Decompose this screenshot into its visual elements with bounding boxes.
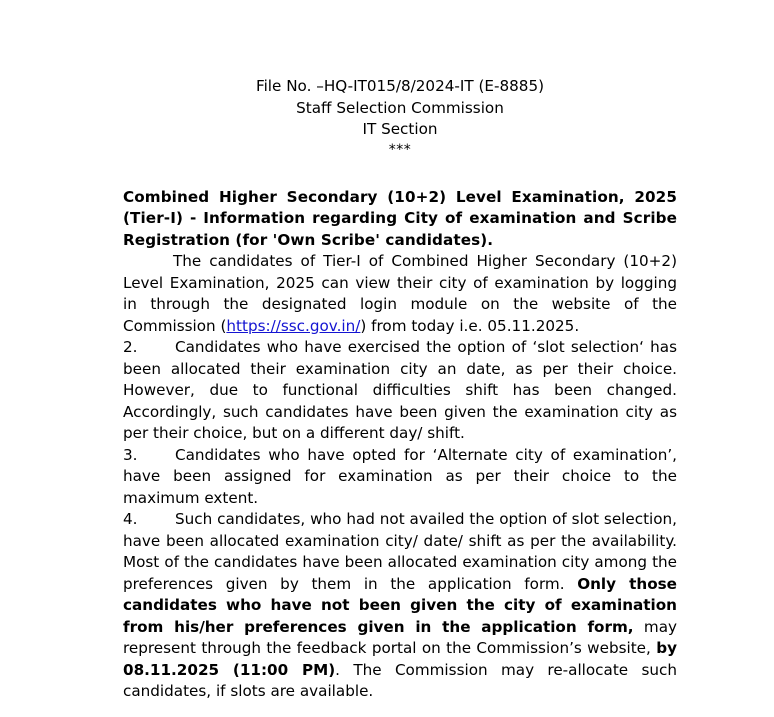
paragraph-4-number: 4. (123, 510, 138, 528)
organisation-name: Staff Selection Commission (296, 98, 504, 117)
paragraph-3-number: 3. (123, 445, 138, 464)
separator-asterisks: *** (388, 141, 412, 158)
paragraph-2-text: Candidates who have exercised the option of ‘slot selection‘ has been allocated their examination city an date, as per their choice. However, due to functional difficulties shift has been changed. Accordingly, such candidates have been given the examination city as per their choice, but on a different day/ shift. (123, 338, 677, 442)
ssc-website-link[interactable]: https://ssc.gov.in/ (226, 316, 361, 335)
paragraph-3 (123, 445, 677, 510)
letterhead (123, 0, 677, 160)
paragraph-1-text-a: The candidates of Tier-I of Combined Higher Secondary (10+2) Level Examination, 2025 can view their city of examination by logging in through the designated login module on the website of the Commission ( (123, 252, 677, 335)
document-body (123, 0, 677, 703)
paragraph-4 (123, 509, 677, 703)
paragraph-3-text: Candidates who have opted for ‘Alternate city of examination’, have been assigned for examination as per their choice to the maximum extent. (123, 445, 677, 507)
paragraph-4-text-c: . The Commission may re-allocate such candidates, if slots are available. (123, 660, 677, 700)
paragraph-4-emphasis-deadline: by 08.11.2025 (11:00 PM) (123, 639, 677, 679)
file-number: File No. –HQ-IT015/8/2024-IT (E-8885) (255, 77, 545, 95)
paragraph-1 (123, 251, 677, 337)
page-title: Combined Higher Secondary (10+2) Level Examination, 2025 (Tier-I) - Information regarding City of examination and Scribe Registration (for 'Own Scribe' candidates). (123, 187, 677, 249)
section-name: IT Section (362, 120, 438, 138)
paragraph-4-text-a: Such candidates, who had not availed the option of slot selection, have been allocated examination city/ date/ shift as per the availability. Most of the candidates have been allocated examination city among the preferences given by them in the application form. (123, 510, 677, 593)
paragraph-2-number: 2. (123, 338, 138, 356)
paragraph-1-text-b: ) from today i.e. 05.11.2025. (360, 316, 580, 335)
paragraph-4-emphasis-preferences: Only those candidates who have not been given the city of examination from his/her preferences given in the application form, (123, 574, 677, 636)
paragraph-4-text-b: may represent through the feedback portal on the Commission’s website, (123, 617, 677, 657)
paragraph-2 (123, 337, 677, 445)
